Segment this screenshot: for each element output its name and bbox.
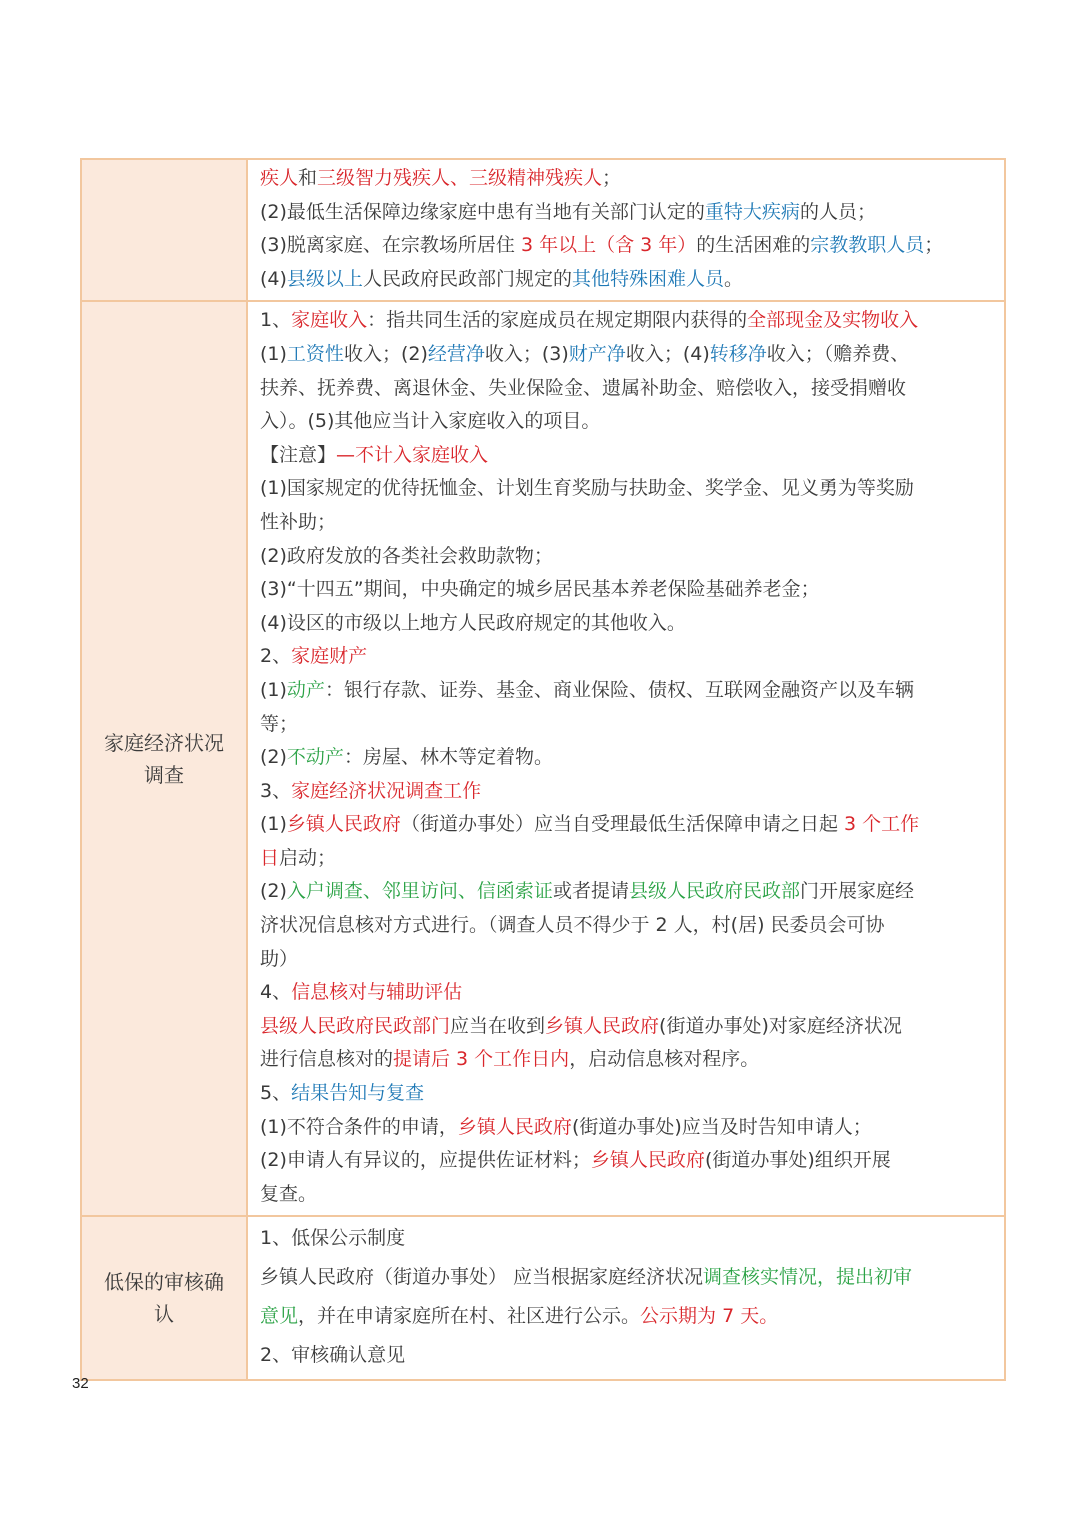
text-line xyxy=(260,808,994,842)
row-content-cell xyxy=(247,301,1005,1216)
body-text: 乡镇人民政府（街道办事处） 应当根据家庭经济状况 xyxy=(260,1266,704,1289)
body-text: ：银行存款、证券、基金、商业保险、债权、互联网金融资产以及车辆 xyxy=(324,678,914,701)
body-text: ：指共同生活的家庭成员在规定期限内获得的 xyxy=(367,309,748,332)
body-text: 门开展家庭经 xyxy=(799,880,914,903)
highlight-text: 入户调查、邻里访问、信函索证 xyxy=(286,880,553,903)
body-text: (4)设区的市级以上地方人民政府规定的其他收入。 xyxy=(260,611,686,634)
text-line xyxy=(260,1077,994,1111)
text-line xyxy=(260,976,994,1010)
highlight-text: 日 xyxy=(260,846,280,869)
body-text: 收入；(4) xyxy=(625,342,710,365)
highlight-text: 重特大疾病 xyxy=(704,200,800,223)
highlight-text: 3 年以上（含 3 年） xyxy=(520,234,697,257)
highlight-text: 动产 xyxy=(286,678,325,701)
highlight-text: 其他特殊困难人员 xyxy=(571,267,724,290)
body-text: （街道办事处）应当自受理最低生活保障申请之日起 xyxy=(400,813,844,836)
text-line xyxy=(260,607,994,641)
body-text: 2、 xyxy=(260,645,292,668)
body-text: ：房屋、林木等定着物。 xyxy=(343,746,553,769)
page-number: 32 xyxy=(72,1375,89,1392)
row-content-cell xyxy=(247,1216,1005,1380)
row-label: 低保的审核确认 xyxy=(104,1270,224,1327)
highlight-text: 乡镇人民政府 xyxy=(545,1014,660,1037)
row-content xyxy=(260,1219,994,1375)
text-line xyxy=(260,1297,994,1336)
text-line xyxy=(260,472,994,506)
text-line xyxy=(260,1111,994,1145)
body-text: (街道办事处)对家庭经济状况 xyxy=(659,1014,902,1037)
body-text: 性补助； xyxy=(260,510,337,533)
body-text: (1)国家规定的优待抚恤金、计划生育奖励与扶助金、奖学金、见义勇为等奖励 xyxy=(260,477,914,500)
row-label: 家庭经济状况调查 xyxy=(104,730,224,787)
body-text: 进行信息核对的 xyxy=(260,1048,394,1071)
body-text: 济状况信息核对方式进行。（调查人员不得少于 2 人，村(居) 民委员会可协 xyxy=(260,914,885,937)
text-line xyxy=(260,506,994,540)
body-text: 【注意】 xyxy=(260,443,337,466)
body-text: (2) xyxy=(260,880,287,903)
body-text: 人民政府民政部门规定的 xyxy=(362,267,572,290)
body-text: (2) xyxy=(260,746,287,769)
highlight-text: 疾人 xyxy=(260,167,299,189)
text-line xyxy=(260,943,994,977)
text-line xyxy=(260,1144,994,1178)
body-text: 的人员； xyxy=(799,200,876,223)
highlight-text: 乡镇人民政府 xyxy=(590,1149,705,1172)
highlight-text: 工资性 xyxy=(286,342,344,365)
row-label-cell xyxy=(81,301,247,1216)
row-label-cell xyxy=(81,1216,247,1380)
highlight-text: 意见 xyxy=(260,1305,299,1328)
body-text: 的生活困难的 xyxy=(696,234,811,257)
highlight-text: 三级智力残疾人、三级精神残疾人 xyxy=(317,167,603,189)
body-text: (2)政府发放的各类社会救助款物； xyxy=(260,544,553,567)
text-line xyxy=(260,196,994,230)
text-line xyxy=(260,674,994,708)
text-line xyxy=(260,439,994,473)
row-content-cell xyxy=(247,159,1005,301)
body-text: (1) xyxy=(260,678,287,701)
highlight-text: 家庭经济状况调查工作 xyxy=(291,779,482,802)
highlight-text: 经营净 xyxy=(427,342,485,365)
text-line xyxy=(260,162,994,196)
text-line xyxy=(260,263,994,297)
highlight-text: 家庭收入 xyxy=(291,309,368,332)
body-text: 启动； xyxy=(279,846,337,869)
body-text: 等； xyxy=(260,712,299,735)
highlight-text: 公示期为 7 天。 xyxy=(640,1305,779,1328)
text-line xyxy=(260,405,994,439)
body-text: (1)不符合条件的申请， xyxy=(260,1115,458,1138)
body-text: 3、 xyxy=(260,779,292,802)
text-line xyxy=(260,1043,994,1077)
text-line xyxy=(260,775,994,809)
body-text: (3)脱离家庭、在宗教场所居住 xyxy=(260,234,521,257)
body-text: 1、 xyxy=(260,309,292,332)
highlight-text: 乡镇人民政府 xyxy=(286,813,401,836)
body-text: 入）。(5)其他应当计入家庭收入的项目。 xyxy=(260,410,601,433)
highlight-text: 不动产 xyxy=(286,746,344,769)
text-line xyxy=(260,875,994,909)
body-text: 扶养、抚养费、离退休金、失业保险金、遗属补助金、赔偿收入，接受捐赠收 xyxy=(260,376,907,399)
highlight-text: 调查核实情况，提出初审 xyxy=(703,1266,913,1289)
body-text: 助） xyxy=(260,947,299,970)
body-text: 应当在收到 xyxy=(450,1014,546,1037)
highlight-text: 3 个工作 xyxy=(843,813,920,836)
text-line xyxy=(260,1219,994,1258)
body-text: (街道办事处)应当及时告知申请人； xyxy=(571,1115,872,1138)
body-text: (2)申请人有异议的，应提供佐证材料； xyxy=(260,1149,591,1172)
row-label-cell xyxy=(81,159,247,301)
body-text: 收入；(2) xyxy=(343,342,428,365)
text-line xyxy=(260,372,994,406)
text-line xyxy=(260,640,994,674)
body-text: (4) xyxy=(260,267,287,290)
highlight-text: 县级以上 xyxy=(286,267,363,290)
highlight-text: 宗教教职人员 xyxy=(810,234,925,257)
body-text: 收入；(3) xyxy=(484,342,569,365)
text-line xyxy=(260,338,994,372)
body-text: ； xyxy=(924,234,944,257)
highlight-text: 县级人民政府民政部门 xyxy=(260,1014,451,1037)
body-text: (2)最低生活保障边缘家庭中患有当地有关部门认定的 xyxy=(260,200,705,223)
body-text: (1) xyxy=(260,342,287,365)
highlight-text: 结果告知与复查 xyxy=(291,1082,425,1105)
body-text: 1、低保公示制度 xyxy=(260,1227,406,1250)
body-text: 收入；（赡养费、 xyxy=(766,342,910,365)
text-line xyxy=(260,1178,994,1212)
highlight-text: 提请后 3 个工作日内 xyxy=(393,1048,570,1071)
highlight-text: 财产净 xyxy=(568,342,626,365)
text-line xyxy=(260,708,994,742)
row-content xyxy=(260,162,994,296)
body-text: 或者提请 xyxy=(552,880,629,903)
text-line xyxy=(260,842,994,876)
body-text: ； xyxy=(602,167,622,189)
text-line xyxy=(260,304,994,338)
body-text: 和 xyxy=(298,167,318,189)
policy-table xyxy=(80,158,1006,1381)
body-text: ，启动信息核对程序。 xyxy=(569,1048,760,1071)
table-row xyxy=(81,1216,1005,1380)
body-text: 5、 xyxy=(260,1082,292,1105)
text-line xyxy=(260,1258,994,1297)
text-line xyxy=(260,1010,994,1044)
body-text: 4、 xyxy=(260,981,292,1004)
highlight-text: 转移净 xyxy=(709,342,767,365)
body-text: (1) xyxy=(260,813,287,836)
row-content xyxy=(260,304,994,1211)
body-text: 复查。 xyxy=(260,1182,318,1205)
body-text: ，并在申请家庭所在村、社区进行公示。 xyxy=(298,1305,641,1328)
highlight-text: 县级人民政府民政部 xyxy=(628,880,800,903)
highlight-text: 全部现金及实物收入 xyxy=(747,309,919,332)
text-line xyxy=(260,573,994,607)
text-line xyxy=(260,741,994,775)
highlight-text: —不计入家庭收入 xyxy=(336,443,489,466)
body-text: 2、审核确认意见 xyxy=(260,1344,406,1367)
text-line xyxy=(260,540,994,574)
body-text: (3)“十四五”期间，中央确定的城乡居民基本养老保险基础养老金； xyxy=(260,578,820,601)
highlight-text: 乡镇人民政府 xyxy=(457,1115,572,1138)
highlight-text: 信息核对与辅助评估 xyxy=(291,981,463,1004)
text-line xyxy=(260,909,994,943)
text-line xyxy=(260,229,994,263)
body-text: 。 xyxy=(723,267,743,290)
table-row xyxy=(81,159,1005,301)
text-line xyxy=(260,1336,994,1375)
body-text: (街道办事处)组织开展 xyxy=(704,1149,891,1172)
highlight-text: 家庭财产 xyxy=(291,645,368,668)
table-row xyxy=(81,301,1005,1216)
